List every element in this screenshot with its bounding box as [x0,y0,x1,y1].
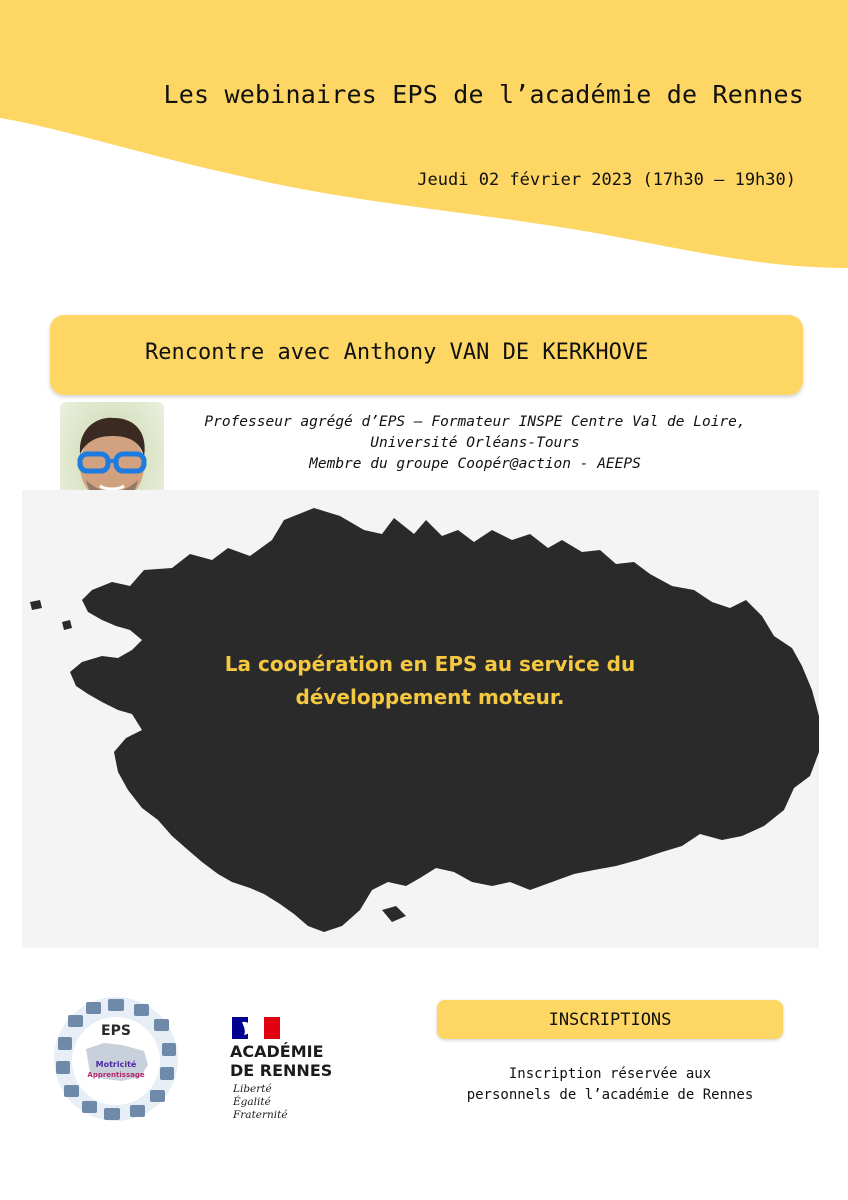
brittany-map-silhouette [22,490,819,948]
bio-line: Université Orléans-Tours [370,435,580,451]
headline-line: La coopération en EPS au service du [224,652,636,676]
academie-name-line: ACADÉMIE [230,1042,324,1061]
webinar-topic-headline [220,648,640,714]
republic-motto [233,1083,288,1122]
registration-note-line: Inscription réservée aux [508,1066,712,1082]
bio-line: Membre du groupe Coopér@action - AEEPS [309,456,641,472]
event-date: Jeudi 02 février 2023 (17h30 – 19h30) [417,170,796,190]
marianne-flag-icon [232,1017,280,1039]
academie-name-line: DE RENNES [230,1061,333,1080]
speaker-name: Rencontre avec Anthony VAN DE KERKHOVE [145,340,649,365]
academie-rennes-logo [230,1015,350,1125]
page-title: Les webinaires EPS de l’académie de Rennes [163,80,804,109]
bio-line: Professeur agrégé d’EPS – Formateur INSPE Centre Val de Loire, [204,414,746,430]
speaker-bio [170,412,780,475]
eps-academie-logo [52,995,180,1123]
motto-line: Fraternité [233,1109,288,1121]
eps-logo-label: EPS [101,1023,131,1039]
inscriptions-button[interactable]: INSCRIPTIONS [437,1000,783,1039]
motto-line: Liberté [233,1083,272,1095]
eps-tag-motricite: Motricité [95,1060,137,1069]
motto-line: Égalité [233,1096,271,1108]
eps-tag-apprentissage: Apprentissage [87,1071,145,1079]
registration-note-line: personnels de l’académie de Rennes [466,1087,754,1103]
brittany-map-panel [22,490,819,948]
header-wave-background [0,0,848,280]
academie-name [230,1042,332,1080]
registration-note [437,1064,783,1106]
headline-line: développement moteur. [295,685,565,709]
